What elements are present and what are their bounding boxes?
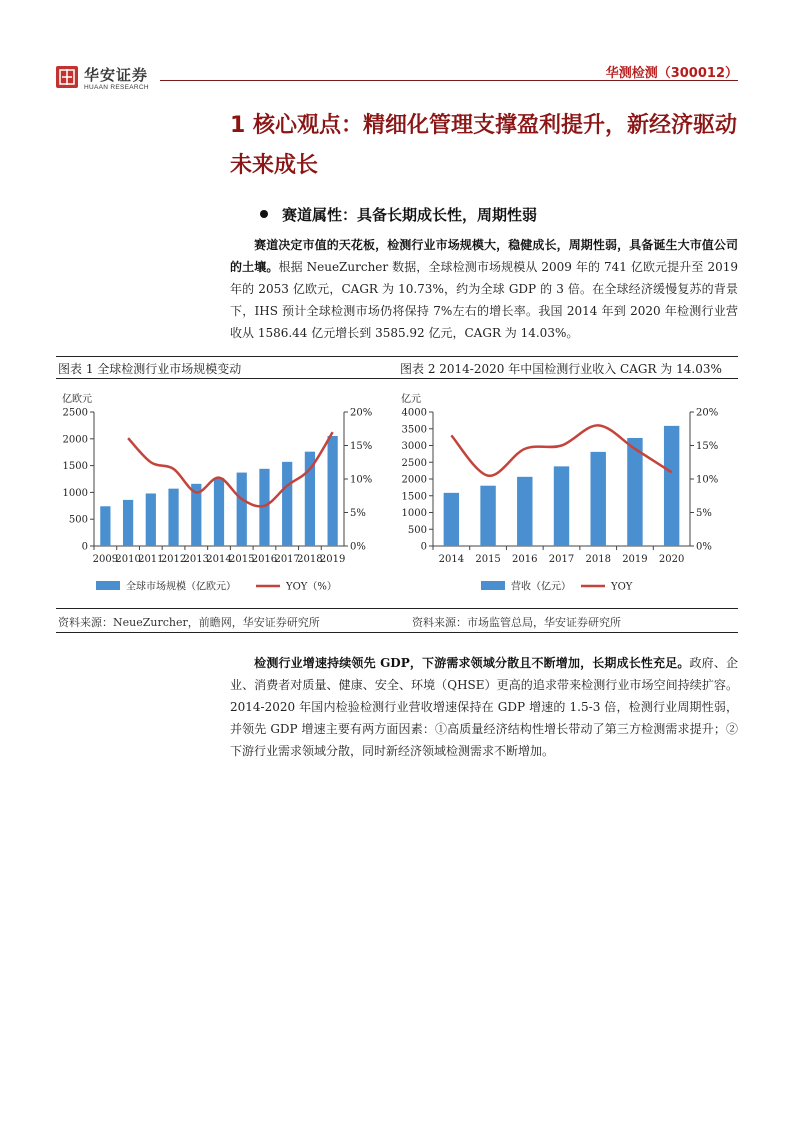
y-tick-label: 1000	[401, 508, 427, 519]
paragraph-1	[230, 234, 738, 344]
bar	[214, 478, 224, 546]
x-tick-label: 2015	[229, 554, 255, 565]
legend-bar-label: 全球市场规模（亿欧元）	[126, 581, 236, 593]
y2-tick-label: 0%	[696, 541, 712, 553]
y-axis-unit-label: 亿欧元	[62, 394, 92, 405]
bar	[591, 452, 606, 546]
logo-icon	[56, 66, 78, 88]
bar	[100, 506, 110, 546]
legend-bar-swatch	[481, 581, 505, 590]
x-tick-label: 2019	[319, 554, 346, 565]
y2-tick-label: 0%	[350, 541, 366, 553]
bar	[237, 473, 247, 546]
y-tick-label: 500	[68, 514, 88, 526]
chart1-caption: 图表 1 全球检测行业市场规模变动	[58, 362, 242, 376]
y2-tick-label: 15%	[696, 441, 719, 452]
chart-global-testing-market	[56, 380, 386, 605]
legend-bar-label: 营收（亿元）	[511, 581, 571, 593]
y-tick-label: 0	[81, 541, 88, 553]
y2-tick-label: 20%	[696, 407, 719, 419]
company-ticker: 华测检测（300012）	[605, 66, 738, 81]
caption-bottom-rule	[56, 378, 738, 379]
y-tick-label: 1000	[62, 487, 88, 499]
paragraph-1-lead: 赛道决定市值的天花板，检测行业市场规模大，稳健成长，周期性弱，具备诞生大市值公司的土壤。	[230, 238, 738, 274]
y-tick-label: 0	[420, 541, 427, 553]
bar	[146, 493, 156, 546]
y-tick-label: 2500	[401, 457, 427, 469]
bar	[123, 500, 133, 546]
y-axis-unit-label: 亿元	[401, 394, 421, 405]
y-tick-label: 500	[407, 524, 427, 536]
paragraph-2-lead: 检测行业增速持续领先 GDP，下游需求领域分散且不断增加，长期成长性充足。	[254, 656, 690, 670]
x-tick-label: 2009	[92, 554, 119, 565]
chart2-caption: 图表 2 2014-2020 年中国检测行业收入 CAGR 为 14.03%	[400, 362, 722, 376]
y-tick-label: 2000	[401, 474, 427, 486]
bar	[664, 426, 679, 546]
y-tick-label: 3500	[401, 424, 427, 436]
bar	[444, 493, 459, 546]
x-tick-label: 2015	[475, 554, 501, 565]
x-tick-label: 2018	[297, 554, 323, 565]
x-tick-label: 2016	[512, 554, 538, 565]
logo-name-en: HUAAN RESEARCH	[84, 84, 149, 91]
y2-tick-label: 20%	[350, 407, 373, 419]
x-tick-label: 2018	[585, 554, 611, 565]
legend-bar-swatch	[96, 581, 120, 590]
y-tick-label: 2500	[62, 407, 88, 419]
y2-tick-label: 5%	[350, 508, 366, 519]
bullet-heading	[260, 204, 537, 225]
caption-top-rule	[56, 356, 738, 357]
bar	[480, 486, 495, 546]
bar	[328, 436, 338, 546]
yoy-line	[128, 432, 333, 506]
bar	[554, 466, 569, 546]
y2-tick-label: 10%	[696, 474, 719, 486]
paragraph-2-body: 政府、企业、消费者对质量、健康、安全、环境（QHSE）更高的追求带来检测行业市场空间持续扩容。2014-2020 年国内检验检测行业营收增速保持在 GDP 增速的 1.5-3 倍，检测行业周期性弱，并领先 GDP 增速主要有两方面因素：①高质量经济结构性增长带动了第三方检测需求提升；②下游行业需求领域分散，同时新经济领域检测需求不断增加。	[230, 656, 738, 758]
chart2-source: 资料来源：市场监管总局，华安证券研究所	[412, 616, 621, 629]
x-tick-label: 2019	[622, 554, 648, 565]
x-tick-label: 2012	[160, 554, 187, 565]
bar	[517, 477, 532, 546]
y-tick-label: 1500	[401, 491, 427, 503]
source-bottom-rule	[56, 632, 738, 633]
x-tick-label: 2014	[438, 554, 465, 565]
x-tick-label: 2014	[206, 554, 232, 565]
bullet-icon	[260, 210, 268, 218]
y2-tick-label: 15%	[350, 441, 373, 452]
y-tick-label: 4000	[401, 407, 427, 419]
x-tick-label: 2016	[251, 554, 278, 565]
legend-line-label: YOY	[611, 581, 633, 593]
section-title: 1 核心观点：精细化管理支撑盈利提升，新经济驱动未来成长	[230, 113, 737, 178]
x-tick-label: 2020	[658, 554, 685, 565]
chart-china-testing-revenue	[395, 380, 740, 605]
y-tick-label: 1500	[62, 461, 88, 473]
source-top-rule	[56, 608, 738, 609]
paragraph-1-body: 根据 NeueZurcher 数据，全球检测市场规模从 2009 年的 741 亿欧元提升至 2019 年的 2053 亿欧元，CAGR 为 10.73%，约为全球 GDP 的 3 倍。在全球经济缓慢复苏的背景下，IHS 预计全球检测市场仍将保持 7%左右的增长率。我国 2014 年到 2020 年检测行业营收从 1586.44 亿元增长到 3585.92 亿元，CAGR 为 14.03%。	[230, 260, 738, 340]
paragraph-2	[230, 652, 738, 762]
x-tick-label: 2017	[548, 554, 575, 565]
logo-name-cn: 华安证券	[84, 66, 149, 84]
x-tick-label: 2011	[138, 554, 164, 565]
y-tick-label: 3000	[401, 441, 427, 452]
bar	[168, 489, 178, 546]
bar	[282, 462, 292, 546]
bullet-heading-text: 赛道属性：具备长期成长性，周期性弱	[282, 206, 538, 224]
y-tick-label: 2000	[62, 434, 88, 446]
x-tick-label: 2013	[183, 554, 209, 565]
bar	[627, 438, 642, 546]
chart1-source: 资料来源：NeueZurcher，前瞻网，华安证券研究所	[58, 616, 320, 629]
y2-tick-label: 5%	[696, 508, 712, 519]
y2-tick-label: 10%	[350, 474, 373, 486]
legend-line-label: YOY（%）	[286, 581, 337, 593]
x-tick-label: 2010	[115, 554, 141, 565]
x-tick-label: 2017	[274, 554, 300, 565]
